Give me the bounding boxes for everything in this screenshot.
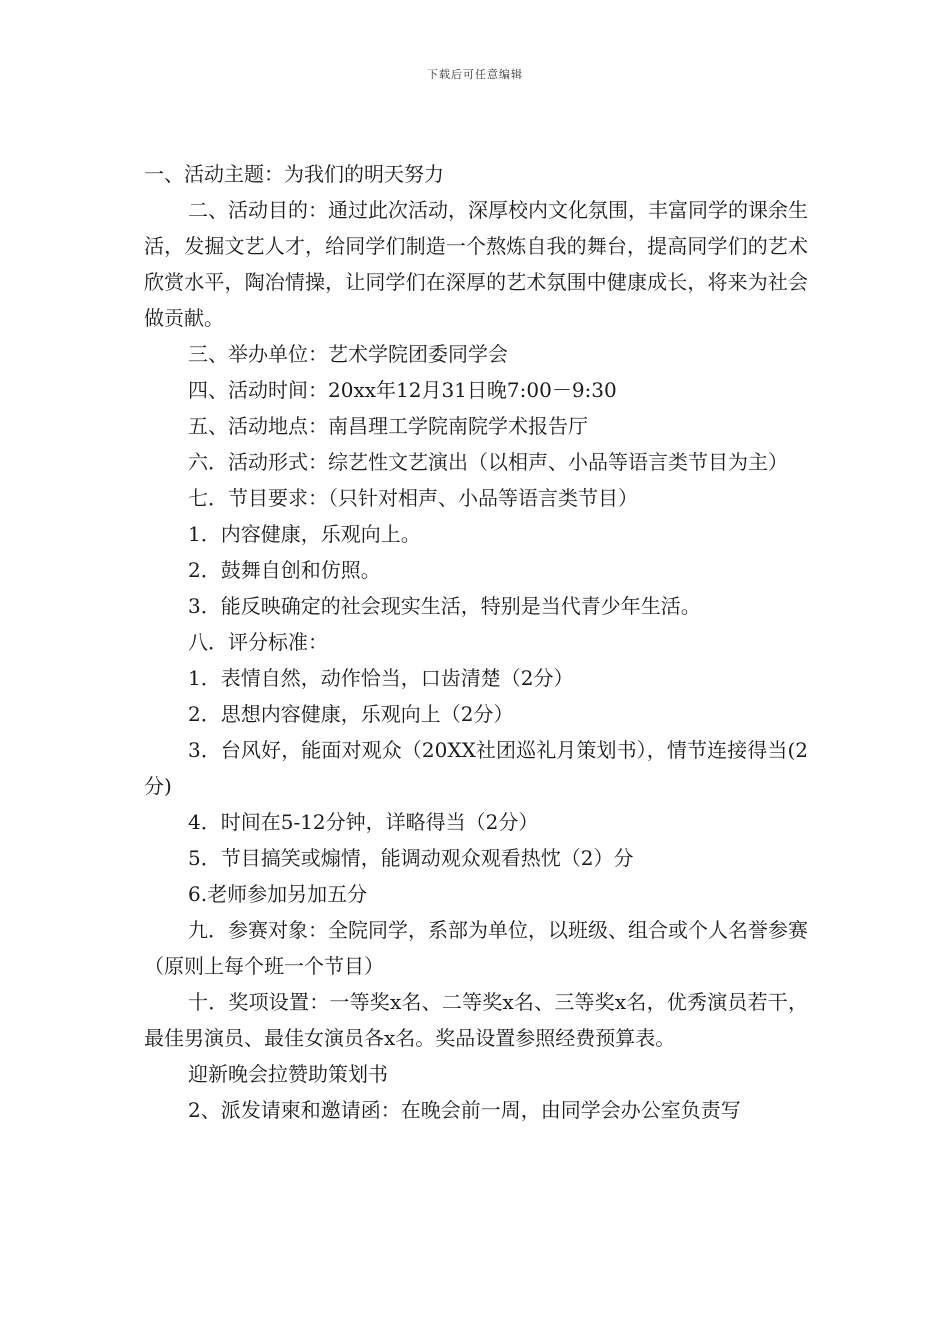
list-item-scoring-5: 5．节目搞笑或煽情，能调动观众观看热忱（2）分: [188, 846, 634, 870]
paragraph-theme: 一、活动主题：为我们的明天努力: [144, 162, 444, 186]
paragraph-scoring: 八．评分标准：: [188, 630, 328, 654]
paragraph-participants: 九．参赛对象：全院同学，系部为单位，以班级、组合或个人名誉参赛（原则上每个班一个节目）: [144, 918, 808, 978]
paragraph-invitations: 2、派发请柬和邀请函：在晚会前一周，由同学会办公室负责写: [188, 1098, 741, 1122]
paragraph-sponsorship-title: 迎新晚会拉赞助策划书: [188, 1062, 388, 1086]
list-item-requirement-3: 3．能反映确定的社会现实生活，特别是当代青少年生活。: [188, 594, 701, 618]
list-item-requirement-2: 2．鼓舞自创和仿照。: [188, 558, 381, 582]
document-body: [144, 156, 808, 1128]
list-item-scoring-6: 6.老师参加另加五分: [188, 882, 368, 906]
paragraph-requirements: 七．节目要求：（只针对相声、小品等语言类节目）: [188, 486, 638, 510]
list-item-scoring-4: 4．时间在5-12分钟，详略得当（2分）: [188, 810, 539, 834]
paragraph-awards: 十．奖项设置：一等奖x名、二等奖x名、三等奖x名，优秀演员若干，最佳男演员、最佳女演员各x名。奖品设置参照经费预算表。: [144, 990, 808, 1050]
paragraph-organizer: 三、举办单位：艺术学院团委同学会: [188, 342, 508, 366]
paragraph-purpose: 二、活动目的：通过此次活动，深厚校内文化氛围，丰富同学的课余生活，发掘文艺人才，给同学们制造一个熬炼自我的舞台，提高同学们的艺术欣赏水平，陶冶情操，让同学们在深厚的艺术氛围中健康成长，将来为社会做贡献。: [144, 198, 808, 330]
paragraph-location: 五、活动地点：南昌理工学院南院学术报告厅: [188, 414, 588, 438]
list-item-scoring-1: 1．表情自然，动作恰当，口齿清楚（2分）: [188, 666, 574, 690]
paragraph-format: 六．活动形式：综艺性文艺演出（以相声、小品等语言类节目为主）: [188, 450, 788, 474]
list-item-scoring-2: 2．思想内容健康，乐观向上（2分）: [188, 702, 514, 726]
list-item-requirement-1: 1．内容健康，乐观向上。: [188, 522, 421, 546]
list-item-scoring-3: 3．台风好，能面对观众（20XX社团巡礼月策划书），情节连接得当(2分): [144, 738, 808, 798]
page-header: 下载后可任意编辑: [427, 68, 523, 81]
paragraph-time: 四、活动时间：20xx年12月31日晚7:00－9:30: [188, 378, 617, 402]
